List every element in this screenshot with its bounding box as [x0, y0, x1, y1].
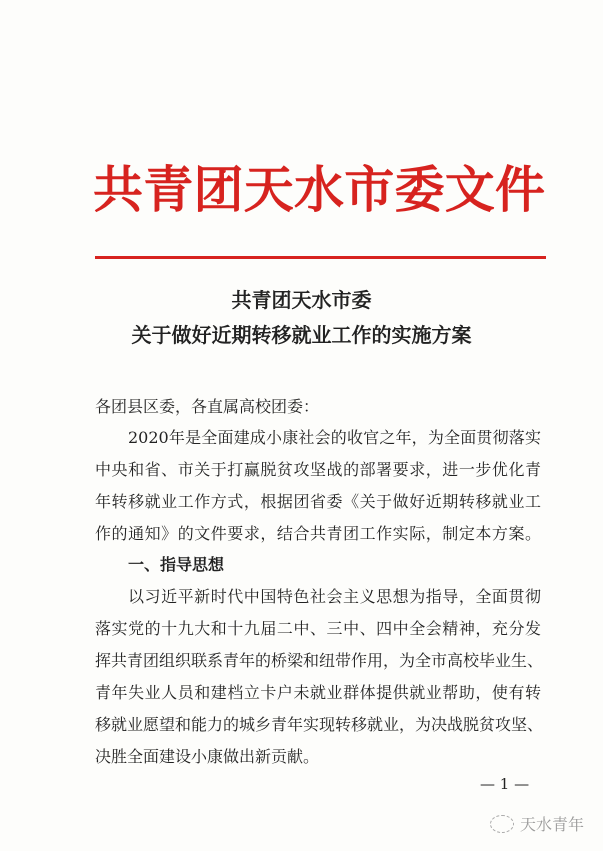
document-header-title: 共青团天水市委文件 [93, 160, 545, 219]
document-title-line2: 关于做好近期转移就业工作的实施方案 [131, 323, 472, 347]
paragraph-line: 2020年是全面建成小康社会的收官之年，为全面贯彻落实 [128, 428, 541, 447]
salutation: 各团县区委，各直属高校团委： [95, 397, 320, 416]
document-title-line1: 共青团天水市委 [231, 288, 372, 312]
watermark [490, 812, 584, 835]
section-heading: 一、指导思想 [128, 555, 225, 574]
paragraph-line: 中央和省、市关于打赢脱贫攻坚战的部署要求，进一步优化青 [95, 460, 541, 479]
paragraph-line: 青年失业人员和建档立卡户未就业群体提供就业帮助，使有转 [95, 683, 541, 702]
paragraph-line: 作的通知》的文件要求，结合共青团工作实际，制定本方案。 [95, 524, 541, 543]
paragraph-line: 落实党的十九大和十九届二中、三中、四中全会精神，充分发 [95, 619, 541, 638]
page-number: — 1 — [480, 775, 530, 793]
paragraph-line: 移就业愿望和能力的城乡青年实现转移就业，为决战脱贫攻坚、 [95, 715, 544, 734]
watermark-text: 天水青年 [520, 815, 585, 834]
paragraph-line: 决胜全面建设小康做出新贡献。 [95, 747, 320, 766]
header-divider [95, 256, 546, 259]
paragraph-line: 年转移就业工作方式，根据团省委《关于做好近期转移就业工 [95, 492, 541, 511]
wechat-icon [490, 815, 514, 833]
paragraph-line: 挥共青团组织联系青年的桥梁和纽带作用，为全市高校毕业生、 [95, 651, 544, 670]
paragraph-line: 以习近平新时代中国特色社会主义思想为指导，全面贯彻 [128, 587, 541, 606]
